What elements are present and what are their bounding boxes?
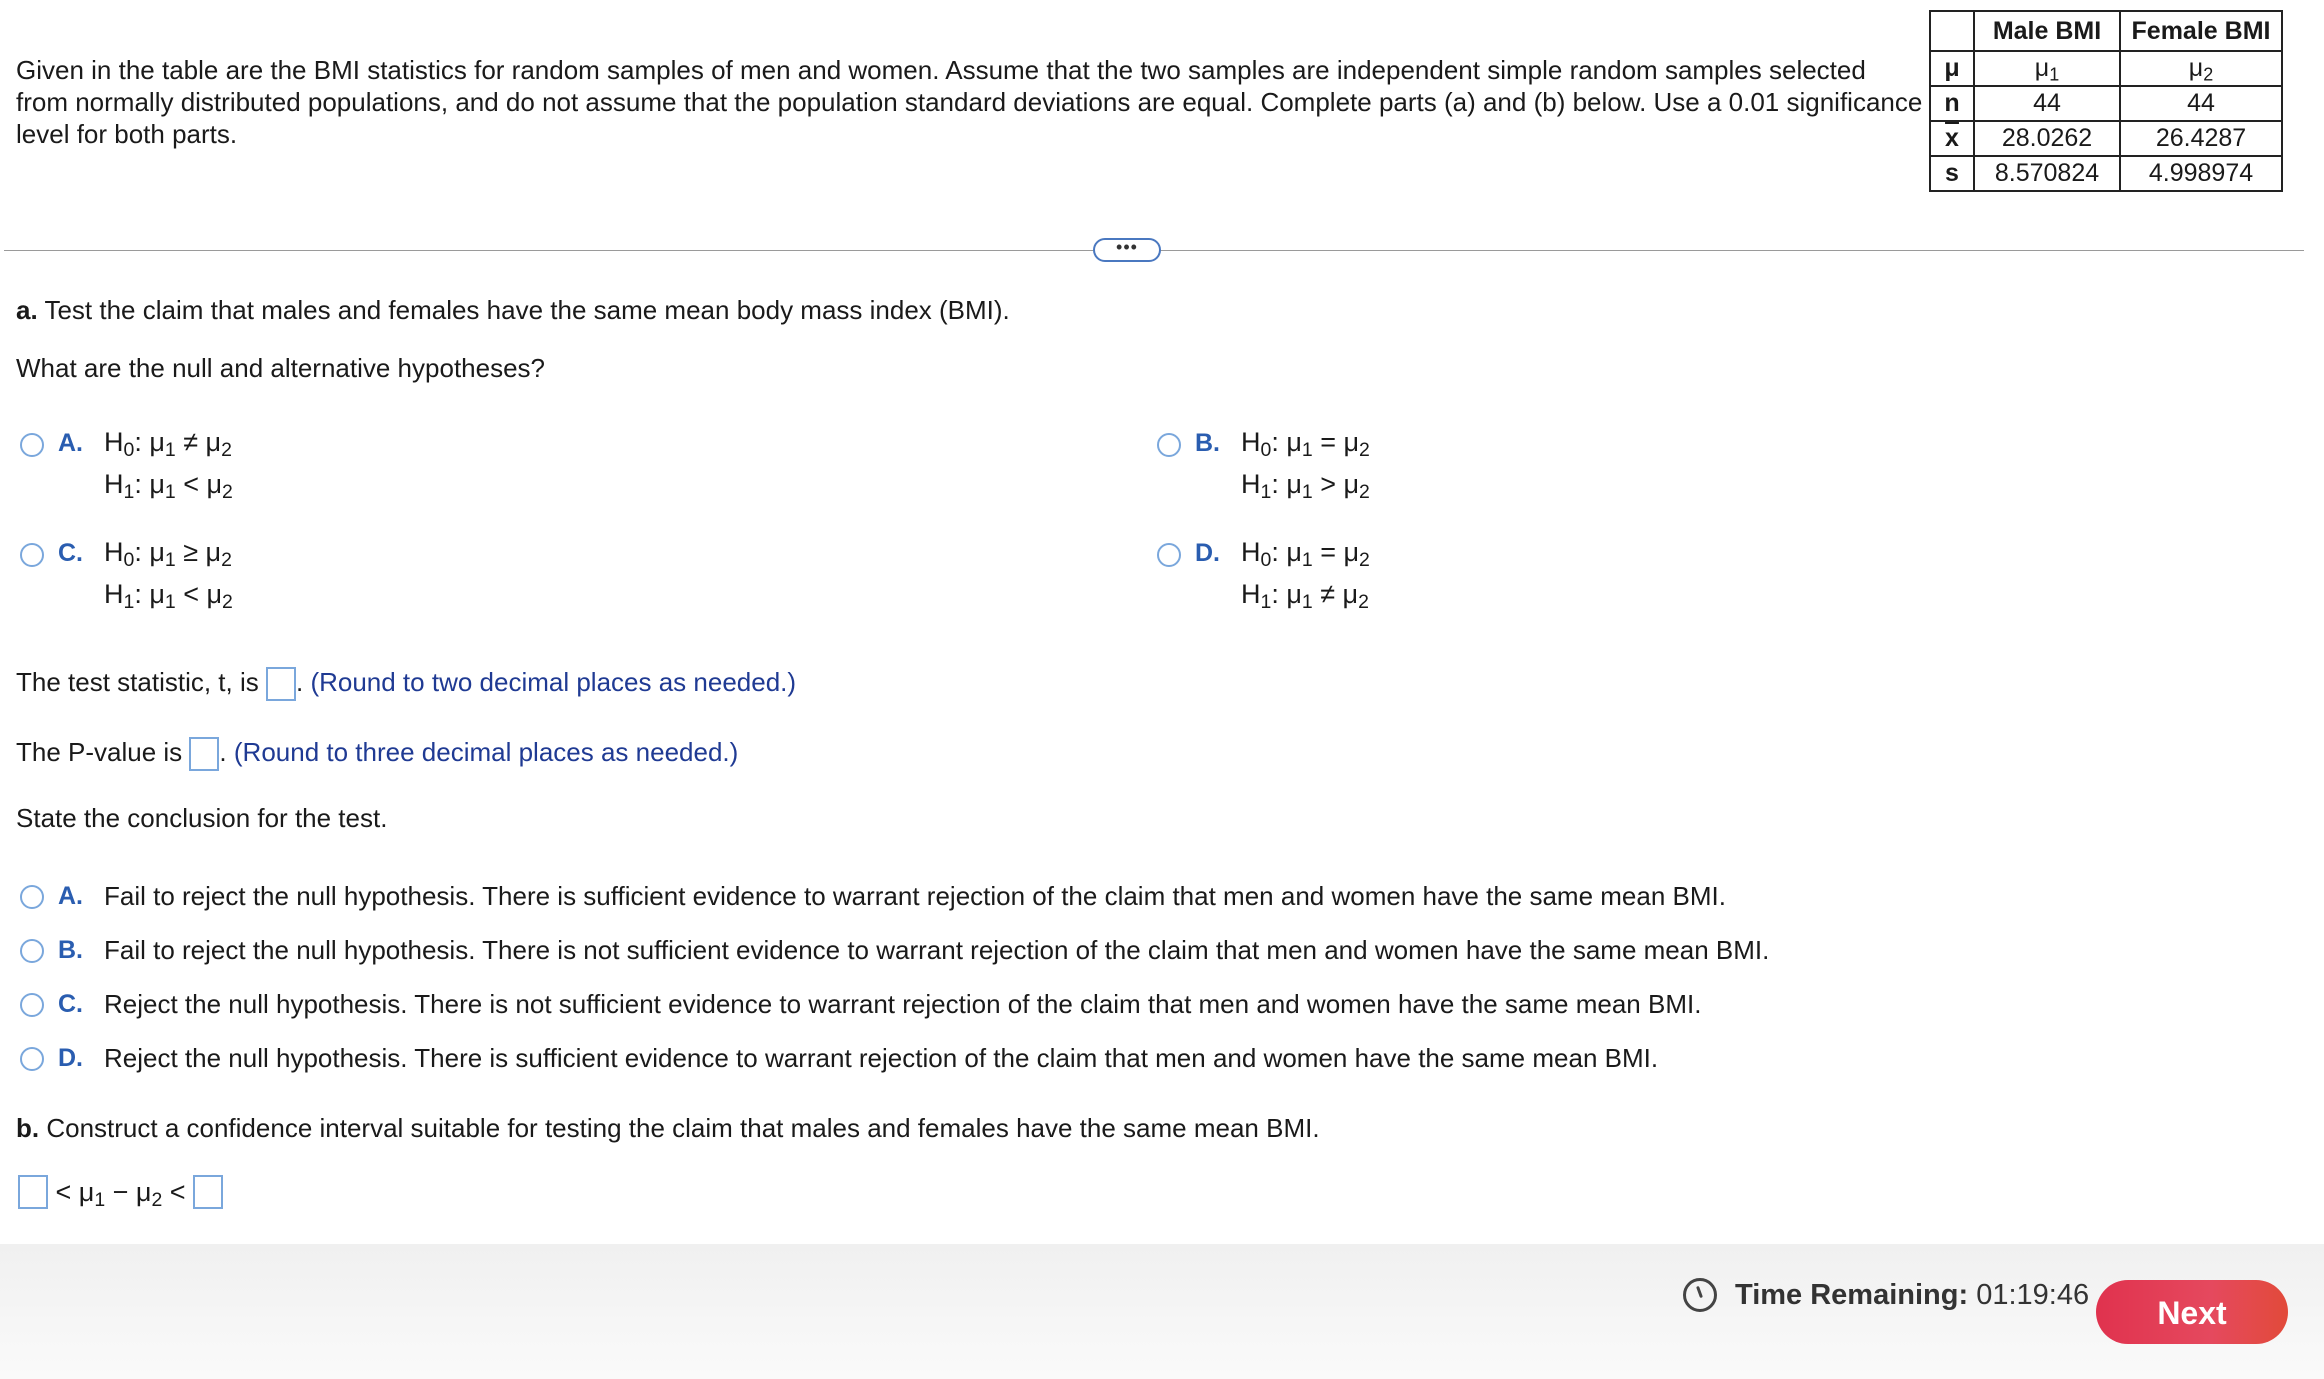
conclusion-option-b-text: Fail to reject the null hypothesis. There is not sufficient evidence to warrant rejection of the claim that men and women have the same mean BMI. bbox=[104, 935, 1770, 965]
conclusion-option-d-letter: D. bbox=[58, 1044, 83, 1072]
intro-line-2: from normally distributed populations, and do not assume that the population standard deviations are equal. Complete parts (a) and (b) below. Use a 0.01 significance bbox=[16, 87, 1923, 117]
table-header-female: Female BMI bbox=[2120, 11, 2282, 51]
conclusion-option-b-radio[interactable] bbox=[20, 939, 44, 963]
hyp-d-h1: $H_1$: $\mu_1 \ne \mu_2$ bbox=[1241, 579, 1369, 613]
part-b-prompt bbox=[16, 1112, 1320, 1144]
test-statistic-input[interactable] bbox=[266, 667, 296, 701]
test-statistic-period: . bbox=[295, 667, 304, 697]
ci-upper-input[interactable] bbox=[193, 1175, 223, 1209]
row-label-xbar: $\overline{x}$ bbox=[1930, 121, 1974, 156]
row-label-n: n bbox=[1930, 86, 1974, 121]
test-statistic-label: The test statistic, t, is bbox=[16, 667, 259, 697]
hyp-option-d-letter: D. bbox=[1195, 539, 1220, 567]
conclusion-prompt: State the conclusion for the test. bbox=[16, 803, 388, 833]
pvalue-label: The P-value is bbox=[16, 737, 183, 767]
time-remaining-value: 01:19:46 bbox=[1976, 1279, 2090, 1311]
table-header-blank bbox=[1930, 11, 1974, 51]
cell-male-s: 8.570824 bbox=[1974, 156, 2120, 191]
table-header-male: Male BMI bbox=[1974, 11, 2120, 51]
pvalue-input[interactable] bbox=[189, 737, 219, 771]
hyp-c-h0: $H_0$: $\mu_1 \ge \mu_2$ bbox=[104, 537, 232, 571]
intro-line-1: Given in the table are the BMI statistics for random samples of men and women. Assume that the two samples are independent simple random samples selected bbox=[16, 55, 1866, 85]
hyp-b-h0: $H_0$: $\mu_1 = \mu_2$ bbox=[1241, 427, 1370, 461]
cell-female-s: 4.998974 bbox=[2120, 156, 2282, 191]
table-row bbox=[1930, 156, 2282, 191]
hyp-option-d-text bbox=[1241, 531, 1370, 615]
pvalue-hint: (Round to three decimal places as needed.) bbox=[233, 737, 739, 767]
hyp-option-b-radio[interactable] bbox=[1157, 433, 1181, 457]
conclusion-option-c-text: Reject the null hypothesis. There is not sufficient evidence to warrant rejection of the claim that men and women have the same mean BMI. bbox=[104, 989, 1702, 1019]
cell-female-n: 44 bbox=[2120, 86, 2282, 121]
hyp-option-c-radio[interactable] bbox=[20, 543, 44, 567]
part-a-label: a. bbox=[16, 295, 38, 325]
hyp-option-d-radio[interactable] bbox=[1157, 543, 1181, 567]
hyp-option-c-text bbox=[104, 531, 233, 615]
ci-lower-input[interactable] bbox=[18, 1175, 48, 1209]
expand-more-button[interactable]: ••• bbox=[1093, 238, 1161, 262]
hyp-a-h1: $H_1$: $\mu_1 < \mu_2$ bbox=[104, 469, 233, 503]
cell-female-xbar: 26.4287 bbox=[2120, 121, 2282, 156]
table-row bbox=[1930, 51, 2282, 86]
conclusion-option-a-radio[interactable] bbox=[20, 885, 44, 909]
table-header-row bbox=[1930, 11, 2282, 51]
hypotheses-question: What are the null and alternative hypotheses? bbox=[16, 353, 546, 383]
test-statistic-row bbox=[16, 666, 796, 701]
ci-middle-expression: < $\mu_1 - \mu_2$ < bbox=[55, 1176, 186, 1211]
conclusion-option-a-text: Fail to reject the null hypothesis. There is sufficient evidence to warrant rejection of the claim that men and women have the same mean BMI. bbox=[104, 881, 1726, 911]
problem-intro bbox=[16, 54, 1926, 150]
conclusion-option-d-text: Reject the null hypothesis. There is sufficient evidence to warrant rejection of the claim that men and women have the same mean BMI. bbox=[104, 1043, 1659, 1073]
conclusion-option-c-radio[interactable] bbox=[20, 993, 44, 1017]
next-button[interactable]: Next bbox=[2096, 1280, 2288, 1344]
hyp-c-h1: $H_1$: $\mu_1 < \mu_2$ bbox=[104, 579, 233, 613]
conclusion-option-c-letter: C. bbox=[58, 990, 83, 1018]
test-statistic-hint: (Round to two decimal places as needed.) bbox=[310, 667, 797, 697]
hyp-option-b-text bbox=[1241, 421, 1370, 505]
clock-icon bbox=[1683, 1278, 1717, 1312]
cell-male-n: 44 bbox=[1974, 86, 2120, 121]
pvalue-period: . bbox=[219, 737, 227, 767]
hyp-option-a-letter: A. bbox=[58, 429, 83, 457]
intro-line-3: level for both parts. bbox=[16, 119, 238, 149]
row-label-mu: μ bbox=[1930, 51, 1974, 86]
table-row bbox=[1930, 86, 2282, 121]
conclusion-option-a-letter: A. bbox=[58, 882, 83, 910]
part-a-prompt bbox=[16, 294, 1010, 326]
cell-female-mu: $\mu_2$ bbox=[2120, 51, 2282, 86]
conclusion-option-d-radio[interactable] bbox=[20, 1047, 44, 1071]
hyp-a-h0: $H_0$: $\mu_1 \ne \mu_2$ bbox=[104, 427, 232, 461]
pvalue-row bbox=[16, 736, 738, 771]
conclusion-option-b-letter: B. bbox=[58, 936, 83, 964]
hyp-b-h1: $H_1$: $\mu_1 > \mu_2$ bbox=[1241, 469, 1370, 503]
part-b-label: b. bbox=[16, 1113, 40, 1143]
row-label-s: s bbox=[1930, 156, 1974, 191]
hyp-option-c-letter: C. bbox=[58, 539, 83, 567]
cell-male-xbar: 28.0262 bbox=[1974, 121, 2120, 156]
hyp-d-h0: $H_0$: $\mu_1 = \mu_2$ bbox=[1241, 537, 1370, 571]
bmi-stats-table bbox=[1929, 10, 2283, 192]
time-remaining-label: Time Remaining: bbox=[1735, 1279, 1969, 1311]
part-b-prompt-text: Construct a confidence interval suitable for testing the claim that males and females have the same mean BMI. bbox=[46, 1113, 1320, 1143]
hyp-option-a-radio[interactable] bbox=[20, 433, 44, 457]
cell-male-mu: $\mu_1$ bbox=[1974, 51, 2120, 86]
footer-bar bbox=[0, 1244, 2324, 1379]
confidence-interval-row bbox=[18, 1175, 223, 1209]
table-row bbox=[1930, 121, 2282, 156]
hyp-option-a-text bbox=[104, 421, 233, 505]
time-remaining bbox=[1735, 1279, 2089, 1311]
hyp-option-b-letter: B. bbox=[1195, 429, 1220, 457]
part-a-prompt-text: Test the claim that males and females have the same mean body mass index (BMI). bbox=[44, 295, 1010, 325]
